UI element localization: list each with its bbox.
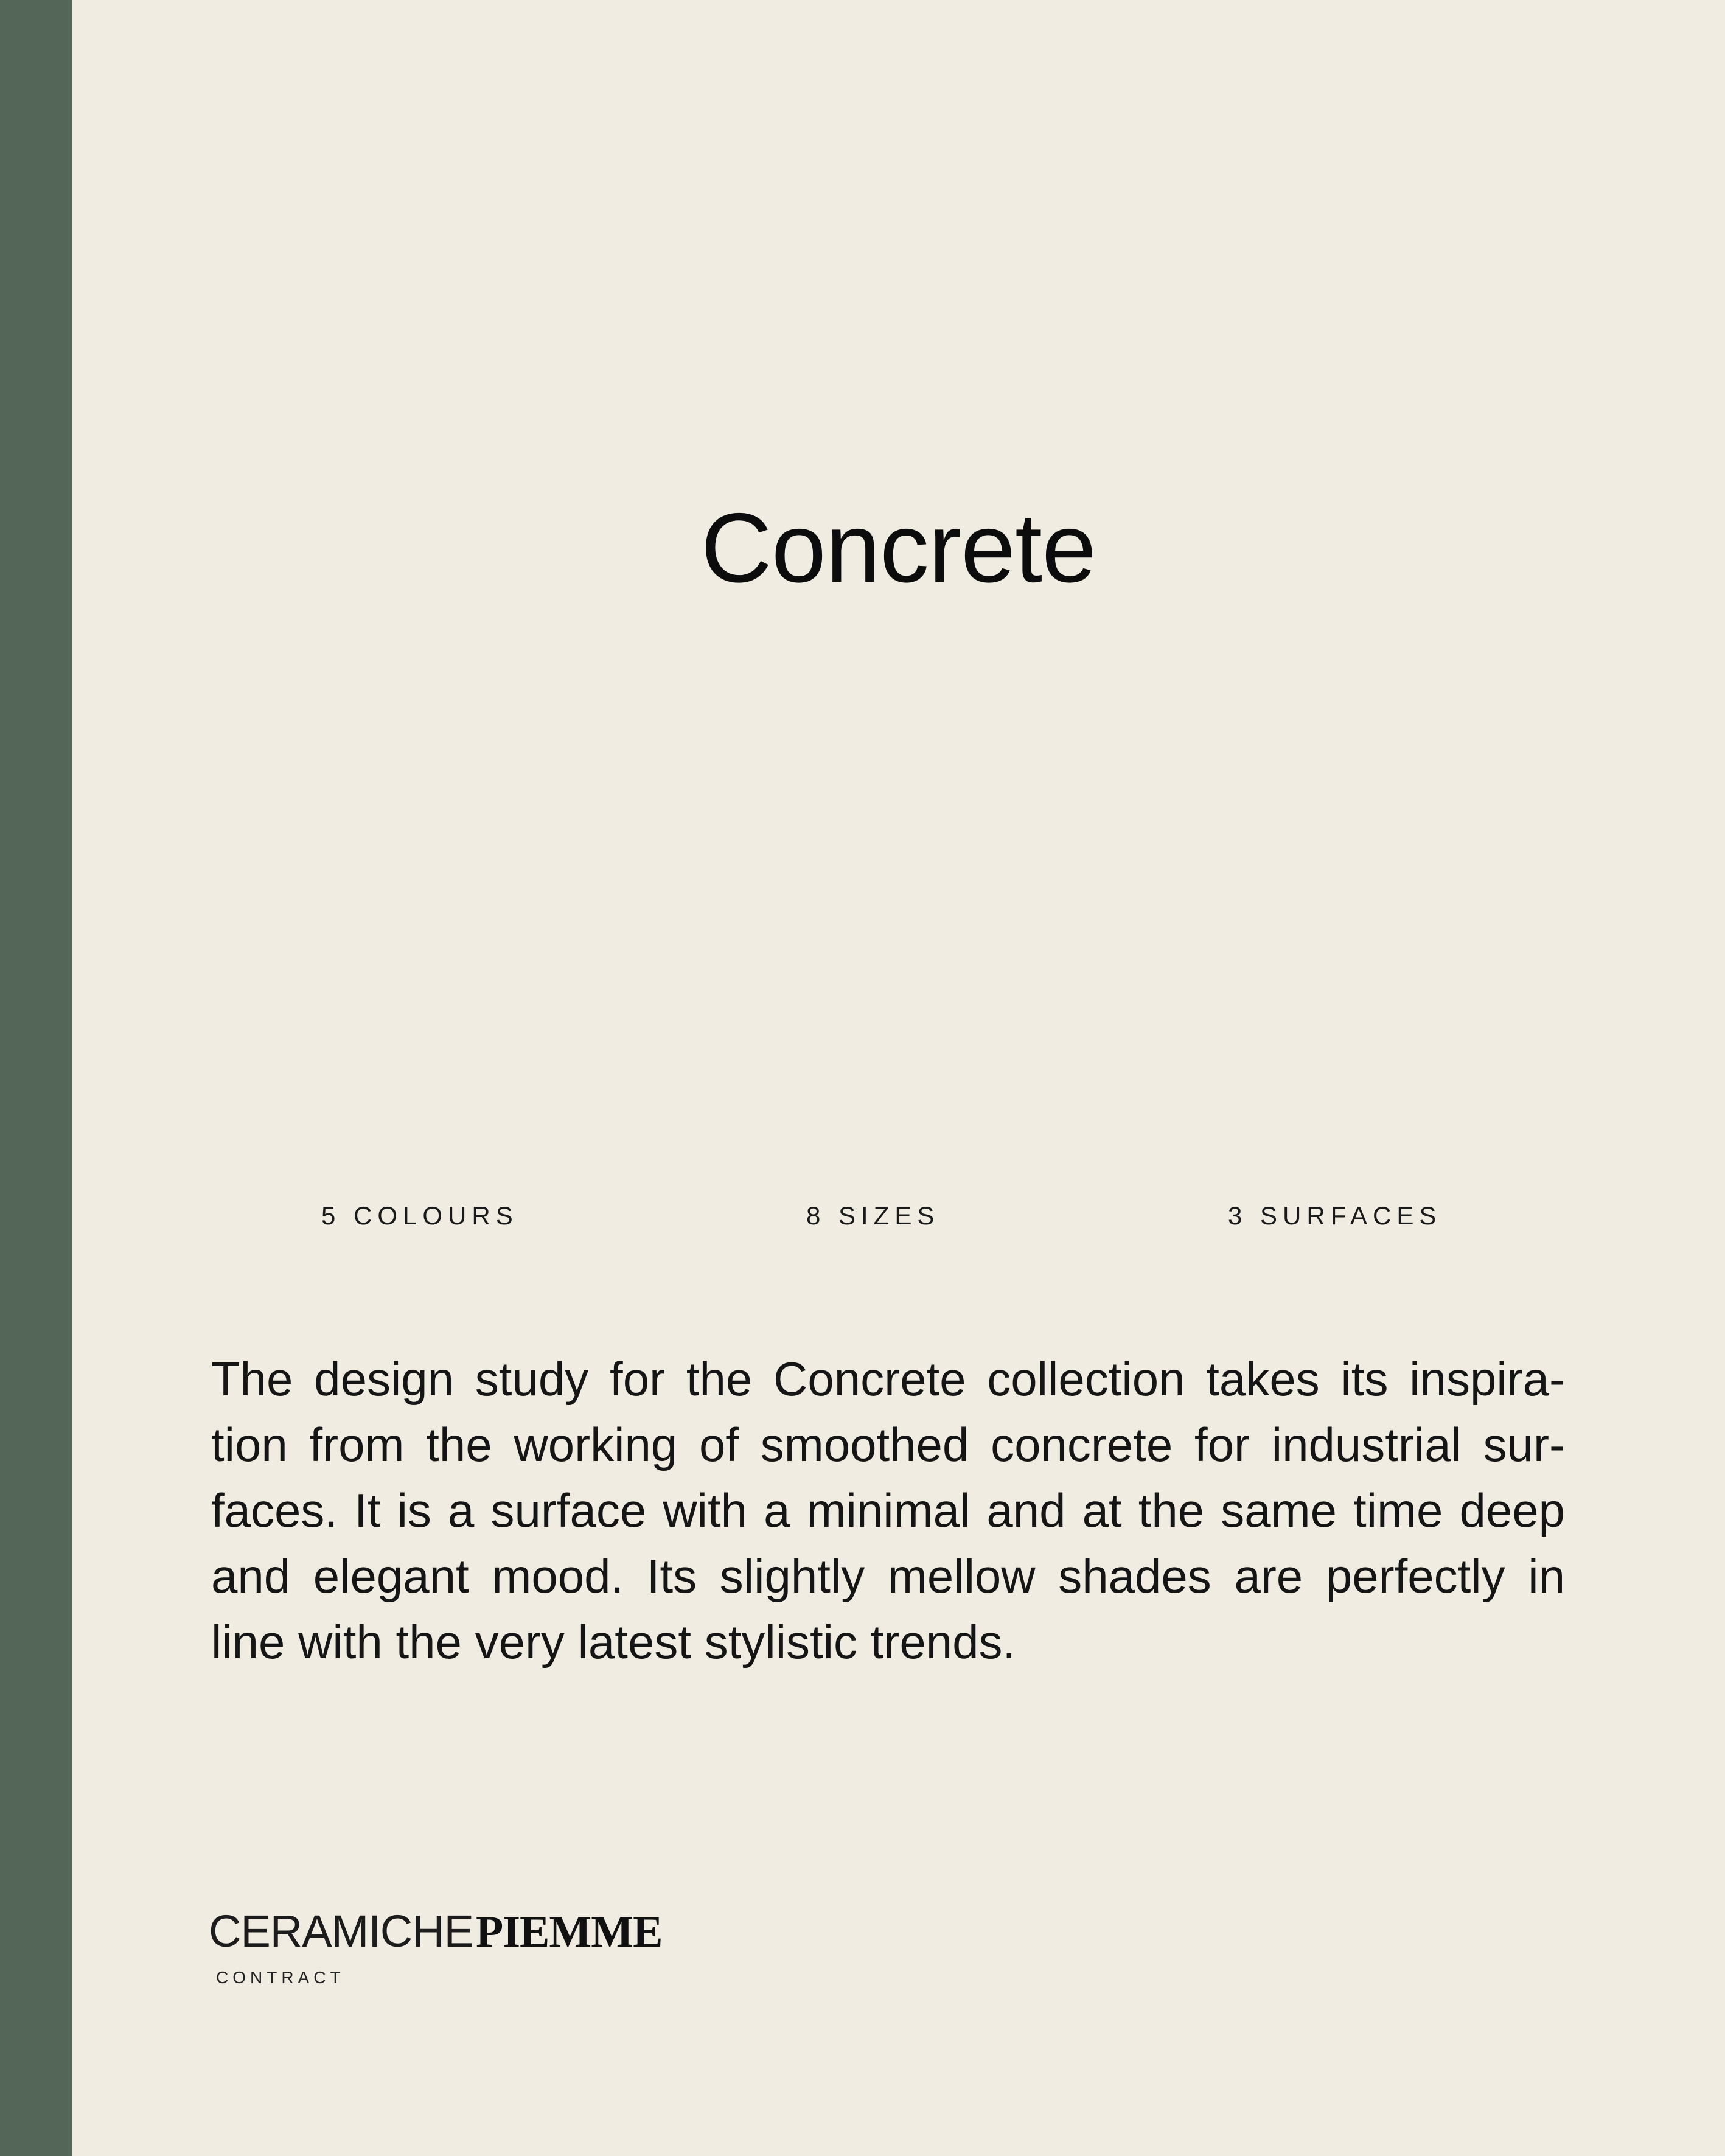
logo-brand-light: CERAMICHE <box>209 1906 474 1956</box>
brand-logo <box>209 1906 663 1987</box>
page-title: Concrete <box>700 493 1096 603</box>
description-line: line with the very latest stylistic trends. <box>211 1615 1016 1669</box>
description-line: faces. It is a surface with a minimal and at the same time deep <box>211 1484 1565 1537</box>
description-line: The design study for the Concrete collection takes its inspira- <box>211 1352 1565 1406</box>
stat-colours: 5 COLOURS <box>321 1201 518 1230</box>
stat-surfaces: 3 SURFACES <box>1228 1201 1442 1230</box>
description-line: and elegant mood. Its slightly mellow shades are perfectly in <box>211 1549 1565 1603</box>
side-color-band <box>0 0 72 2156</box>
logo-subtitle: CONTRACT <box>216 1968 345 1987</box>
logo-wordmark <box>209 1906 663 1957</box>
logo-brand-bold: PIEMME <box>476 1907 663 1957</box>
description-line: tion from the working of smoothed concrete for industrial sur- <box>211 1418 1565 1471</box>
stat-sizes: 8 SIZES <box>806 1201 940 1230</box>
description-paragraph <box>211 1346 1565 1675</box>
